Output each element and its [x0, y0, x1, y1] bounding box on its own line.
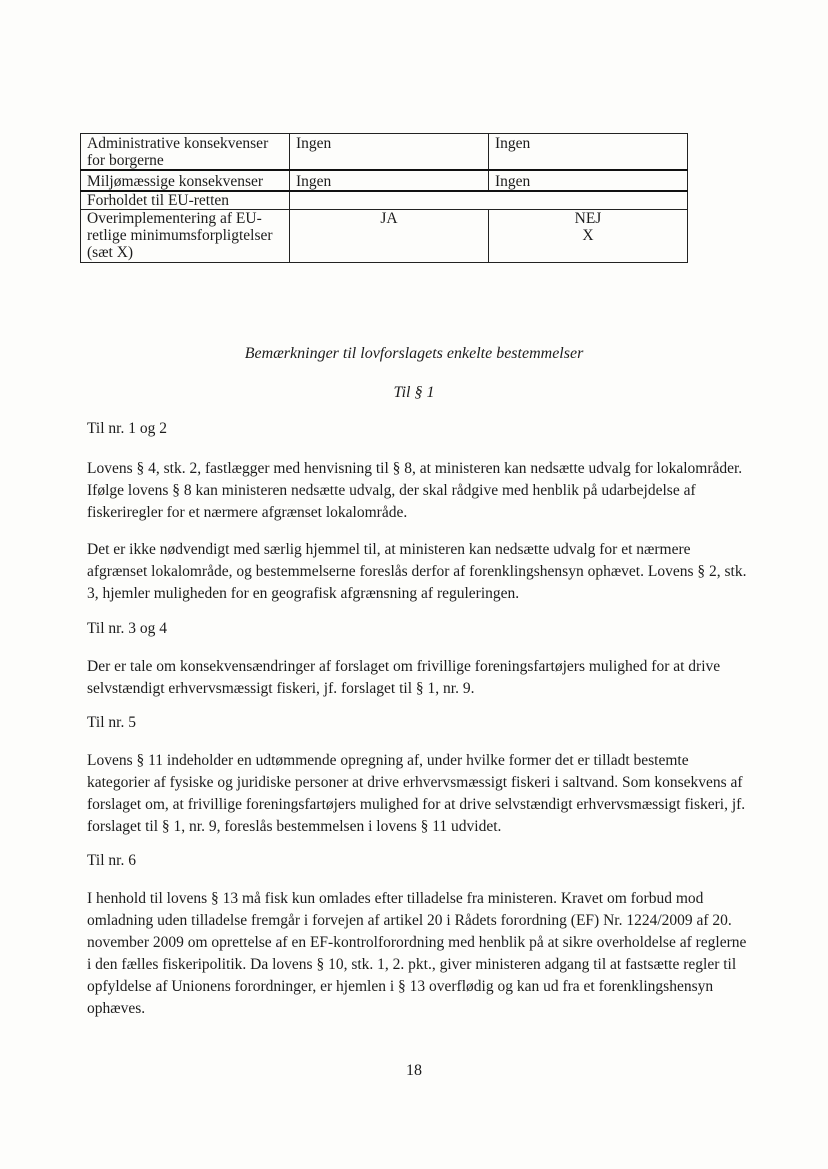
table-row	[81, 210, 688, 263]
table-cell-nej	[489, 210, 688, 263]
paragraph: Der er tale om konsekvensændringer af forslaget om frivillige foreningsfartøjers mulighed for at drive selvstændigt erhvervsmæssigt fiskeri, jf. forslaget til § 1, nr. 9.	[87, 658, 721, 697]
paragraph: Det er ikke nødvendigt med særlig hjemmel til, at ministeren kan nedsætte udvalg for et nærmere afgrænset lokalområde, og bestemmelserne foreslås derfor af forenklingshensyn ophævet. Lovens § 2, stk. 3, hjemler muligheden for en geografisk afgrænsning af reguleringen.	[87, 541, 747, 602]
table-cell: Ingen	[290, 170, 489, 191]
table-row	[81, 134, 688, 171]
table-cell: Ingen	[290, 134, 489, 171]
section-subheading: Til § 1	[393, 384, 435, 401]
table-cell-label: Forholdet til EU-retten	[81, 191, 290, 210]
table-cell-label: Administrative konsekvenser for borgerne	[81, 134, 290, 171]
subsection-label: Til nr. 1 og 2	[87, 420, 167, 437]
table-cell-label: Overimplementering af EU-retlige minimumsforpligtelser (sæt X)	[81, 210, 290, 263]
table-row	[81, 191, 688, 210]
table-cell: Ingen	[489, 170, 688, 191]
paragraph: I henhold til lovens § 13 må fisk kun omlades efter tilladelse fra ministeren. Kravet om forbud mod omladning uden tilladelse fremgår i forvejen af artikel 20 i Rådets forordning (EF) Nr. 1224/2009 af 20. november 2009 om oprettelse af en EF-kontrolforordning med henblik på at sikre overholdelse af reglerne i den fælles fiskeripolitik. Da lovens § 10, stk. 1, 2. pkt., giver ministeren adgang til at fastsætte regler til opfyldelse af Unionens forordninger, er hjemlen i § 13 overflødig og kan ud fra et forenklingshensyn ophæves.	[87, 890, 747, 1017]
table-cell-ja: JA	[290, 210, 489, 263]
page-number: 18	[406, 1062, 422, 1079]
section-heading: Bemærkninger til lovforslagets enkelte bestemmelser	[244, 345, 584, 362]
subsection-label: Til nr. 5	[87, 714, 136, 731]
paragraph: Lovens § 11 indeholder en udtømmende opregning af, under hvilke former det er tilladt bestemte kategorier af fysiske og juridiske personer at drive erhvervsmæssigt fiskeri i saltvand. Som konsekvens af forslaget om, at frivillige foreningsfartøjers mulighed for at drive selvstændigt erhvervsmæssigt fiskeri, jf. forslaget til § 1, nr. 9, foreslås bestemmelsen i lovens § 11 udvidet.	[87, 752, 746, 835]
table-row	[81, 170, 688, 191]
table-cell-label: Miljømæssige konsekvenser	[81, 170, 290, 191]
table-cell: Ingen	[489, 134, 688, 171]
paragraph: Lovens § 4, stk. 2, fastlægger med henvisning til § 8, at ministeren kan nedsætte udvalg for lokalområder. Ifølge lovens § 8 kan ministeren nedsætte udvalg, der skal rådgive med henblik på udarbejdelse af fiskeriregler for et nærmere afgrænset lokalområde.	[87, 460, 743, 521]
consequences-table	[80, 133, 688, 263]
nej-mark: X	[582, 227, 594, 244]
nej-label: NEJ	[574, 210, 602, 227]
subsection-label: Til nr. 3 og 4	[87, 620, 167, 637]
subsection-label: Til nr. 6	[87, 852, 136, 869]
table-cell	[290, 191, 688, 210]
